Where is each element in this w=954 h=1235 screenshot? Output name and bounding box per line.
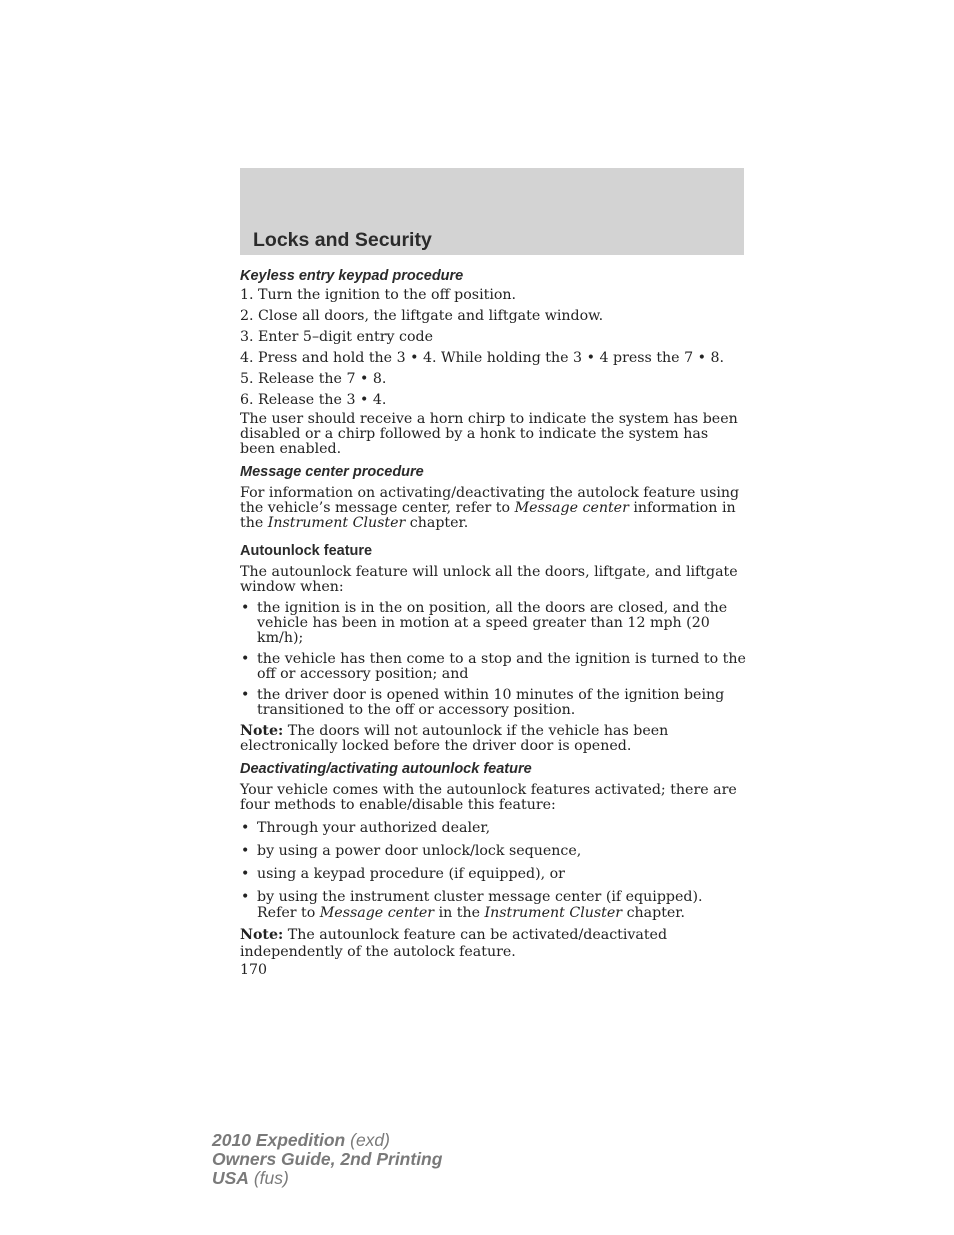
message-center-text: information in the: [240, 500, 736, 531]
message-center-heading: Message center procedure: [240, 464, 424, 480]
instrument-cluster-ref: Instrument Cluster: [484, 905, 623, 921]
note-text: The doors will not autounlock if the vehicle has been electronically locked before the driver door is opened.: [240, 723, 669, 754]
autounlock-condition: • the vehicle has then come to a stop and the ignition is turned to the off or accessory position; and: [240, 652, 746, 682]
deactivating-method: • by using a power door unlock/lock sequence,: [240, 843, 746, 859]
footer-line-1: [212, 1131, 442, 1150]
deactivating-note: [240, 927, 746, 961]
autounlock-heading: Autounlock feature: [240, 543, 373, 559]
autounlock-note: [240, 724, 746, 754]
page-number: 170: [240, 962, 268, 978]
method-text: by using the instrument cluster message center (if equipped). Refer to: [257, 889, 703, 921]
note-label: Note:: [240, 927, 284, 943]
keyless-step: 2. Close all doors, the liftgate and liftgate window.: [240, 308, 604, 324]
footer-model-code: (exd): [345, 1130, 390, 1150]
message-center-text: chapter.: [405, 515, 469, 531]
autounlock-intro: The autounlock feature will unlock all the doors, liftgate, and liftgate window when:: [240, 564, 738, 595]
keyless-step: 5. Release the 7 • 8.: [240, 371, 387, 387]
footer-line-2: [212, 1150, 442, 1169]
message-center-paragraph: [240, 486, 746, 531]
deactivating-intro: Your vehicle comes with the autounlock features activated; there are four methods to enable/disable this feature:: [240, 782, 737, 813]
section-title: Locks and Security: [253, 229, 432, 251]
method-text: in the: [434, 905, 485, 921]
deactivating-method: [240, 889, 746, 921]
autounlock-condition: • the ignition is in the on position, all the doors are closed, and the vehicle has been in motion at a speed greater than 12 mph (20 km/h);: [240, 601, 746, 646]
method-text: chapter.: [622, 905, 686, 921]
keyless-step: 1. Turn the ignition to the off position.: [240, 287, 517, 303]
footer-model: 2010 Expedition: [212, 1130, 346, 1150]
footer-line-3: [212, 1169, 442, 1188]
deactivating-methods-list: [240, 820, 746, 921]
note-label: Note:: [240, 723, 284, 739]
message-center-ref: Message center: [319, 905, 435, 921]
keyless-step: 4. Press and hold the 3 • 4. While holding the 3 • 4 press the 7 • 8.: [240, 350, 725, 366]
deactivating-heading: Deactivating/activating autounlock feature: [240, 761, 532, 777]
autounlock-conditions-list: [240, 601, 746, 718]
keyless-entry-heading: Keyless entry keypad procedure: [240, 268, 464, 284]
keyless-step: 6. Release the 3 • 4.: [240, 392, 387, 408]
keyless-step: 3. Enter 5–digit entry code: [240, 329, 434, 345]
footer-market: USA: [212, 1168, 249, 1188]
page-content: [240, 267, 746, 978]
note-text: The autounlock feature can be activated/deactivated independently of the autolock feature.: [240, 927, 668, 960]
deactivating-method: • using a keypad procedure (if equipped), or: [240, 866, 746, 882]
keyless-steps-list: [240, 288, 746, 408]
keyless-paragraph: The user should receive a horn chirp to indicate the system has been disabled or a chirp followed by a honk to indicate the system has been enabled.: [240, 411, 738, 457]
document-footer: [212, 1131, 442, 1188]
message-center-ref: Message center: [514, 500, 629, 516]
section-header-band: [240, 168, 744, 255]
footer-printing: Owners Guide, 2nd Printing: [212, 1149, 443, 1169]
message-center-text: For information on activating/deactivating the autolock feature using the vehicle’s message center, refer to: [240, 485, 740, 516]
footer-market-code: (fus): [248, 1168, 289, 1188]
instrument-cluster-ref: Instrument Cluster: [267, 515, 406, 531]
autounlock-condition: • the driver door is opened within 10 minutes of the ignition being transitioned to the off or accessory position.: [240, 688, 746, 718]
deactivating-method: • Through your authorized dealer,: [240, 820, 746, 836]
